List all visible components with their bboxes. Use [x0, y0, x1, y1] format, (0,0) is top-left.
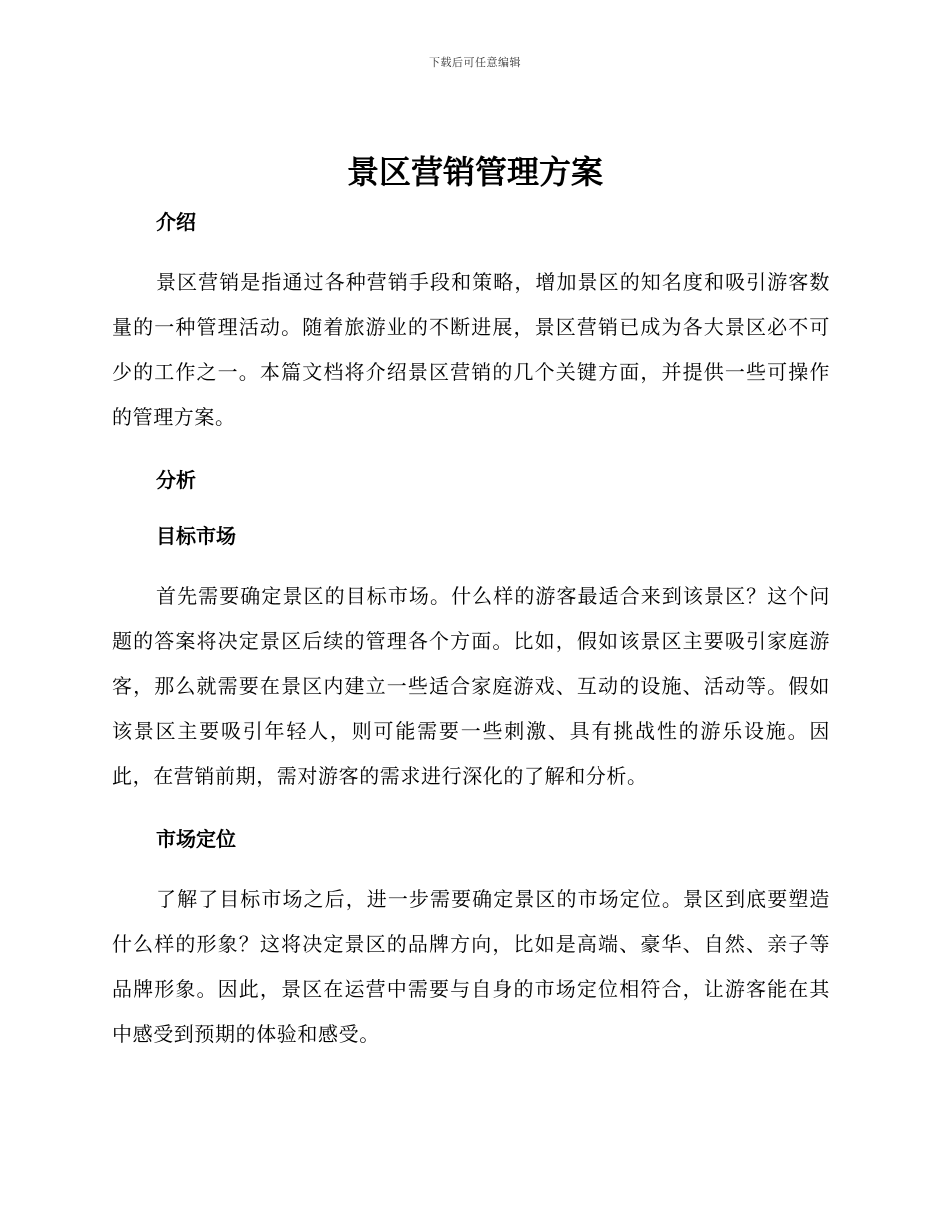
heading-target-market: 目标市场 [156, 524, 236, 548]
heading-intro: 介绍 [156, 210, 196, 234]
heading-market-positioning: 市场定位 [156, 827, 236, 851]
document-body [112, 204, 830, 1057]
paragraph-target-market: 首先需要确定景区的目标市场。什么样的游客最适合来到该景区？这个问题的答案将决定景区后续的管理各个方面。比如，假如该景区主要吸引家庭游客，那么就需要在景区内建立一些适合家庭游戏、互动的设施、活动等。假如该景区主要吸引年轻人，则可能需要一些刺激、具有挑战性的游乐设施。因此，在营销前期，需对游客的需求进行深化的了解和分析。 [112, 584, 830, 788]
paragraph-intro: 景区营销是指通过各种营销手段和策略，增加景区的知名度和吸引游客数量的一种管理活动。随着旅游业的不断进展，景区营销已成为各大景区必不可少的工作之一。本篇文档将介绍景区营销的几个关键方面，并提供一些可操作的管理方案。 [112, 270, 830, 429]
paragraph-market-positioning: 了解了目标市场之后，进一步需要确定景区的市场定位。景区到底要塑造什么样的形象？这将决定景区的品牌方向，比如是高端、豪华、自然、亲子等品牌形象。因此，景区在运营中需要与自身的市场定位相符合，让游客能在其中感受到预期的体验和感受。 [112, 887, 830, 1046]
document-title: 景区营销管理方案 [346, 153, 603, 191]
heading-analysis: 分析 [156, 468, 196, 492]
header-note: 下载后可任意编辑 [429, 56, 521, 69]
